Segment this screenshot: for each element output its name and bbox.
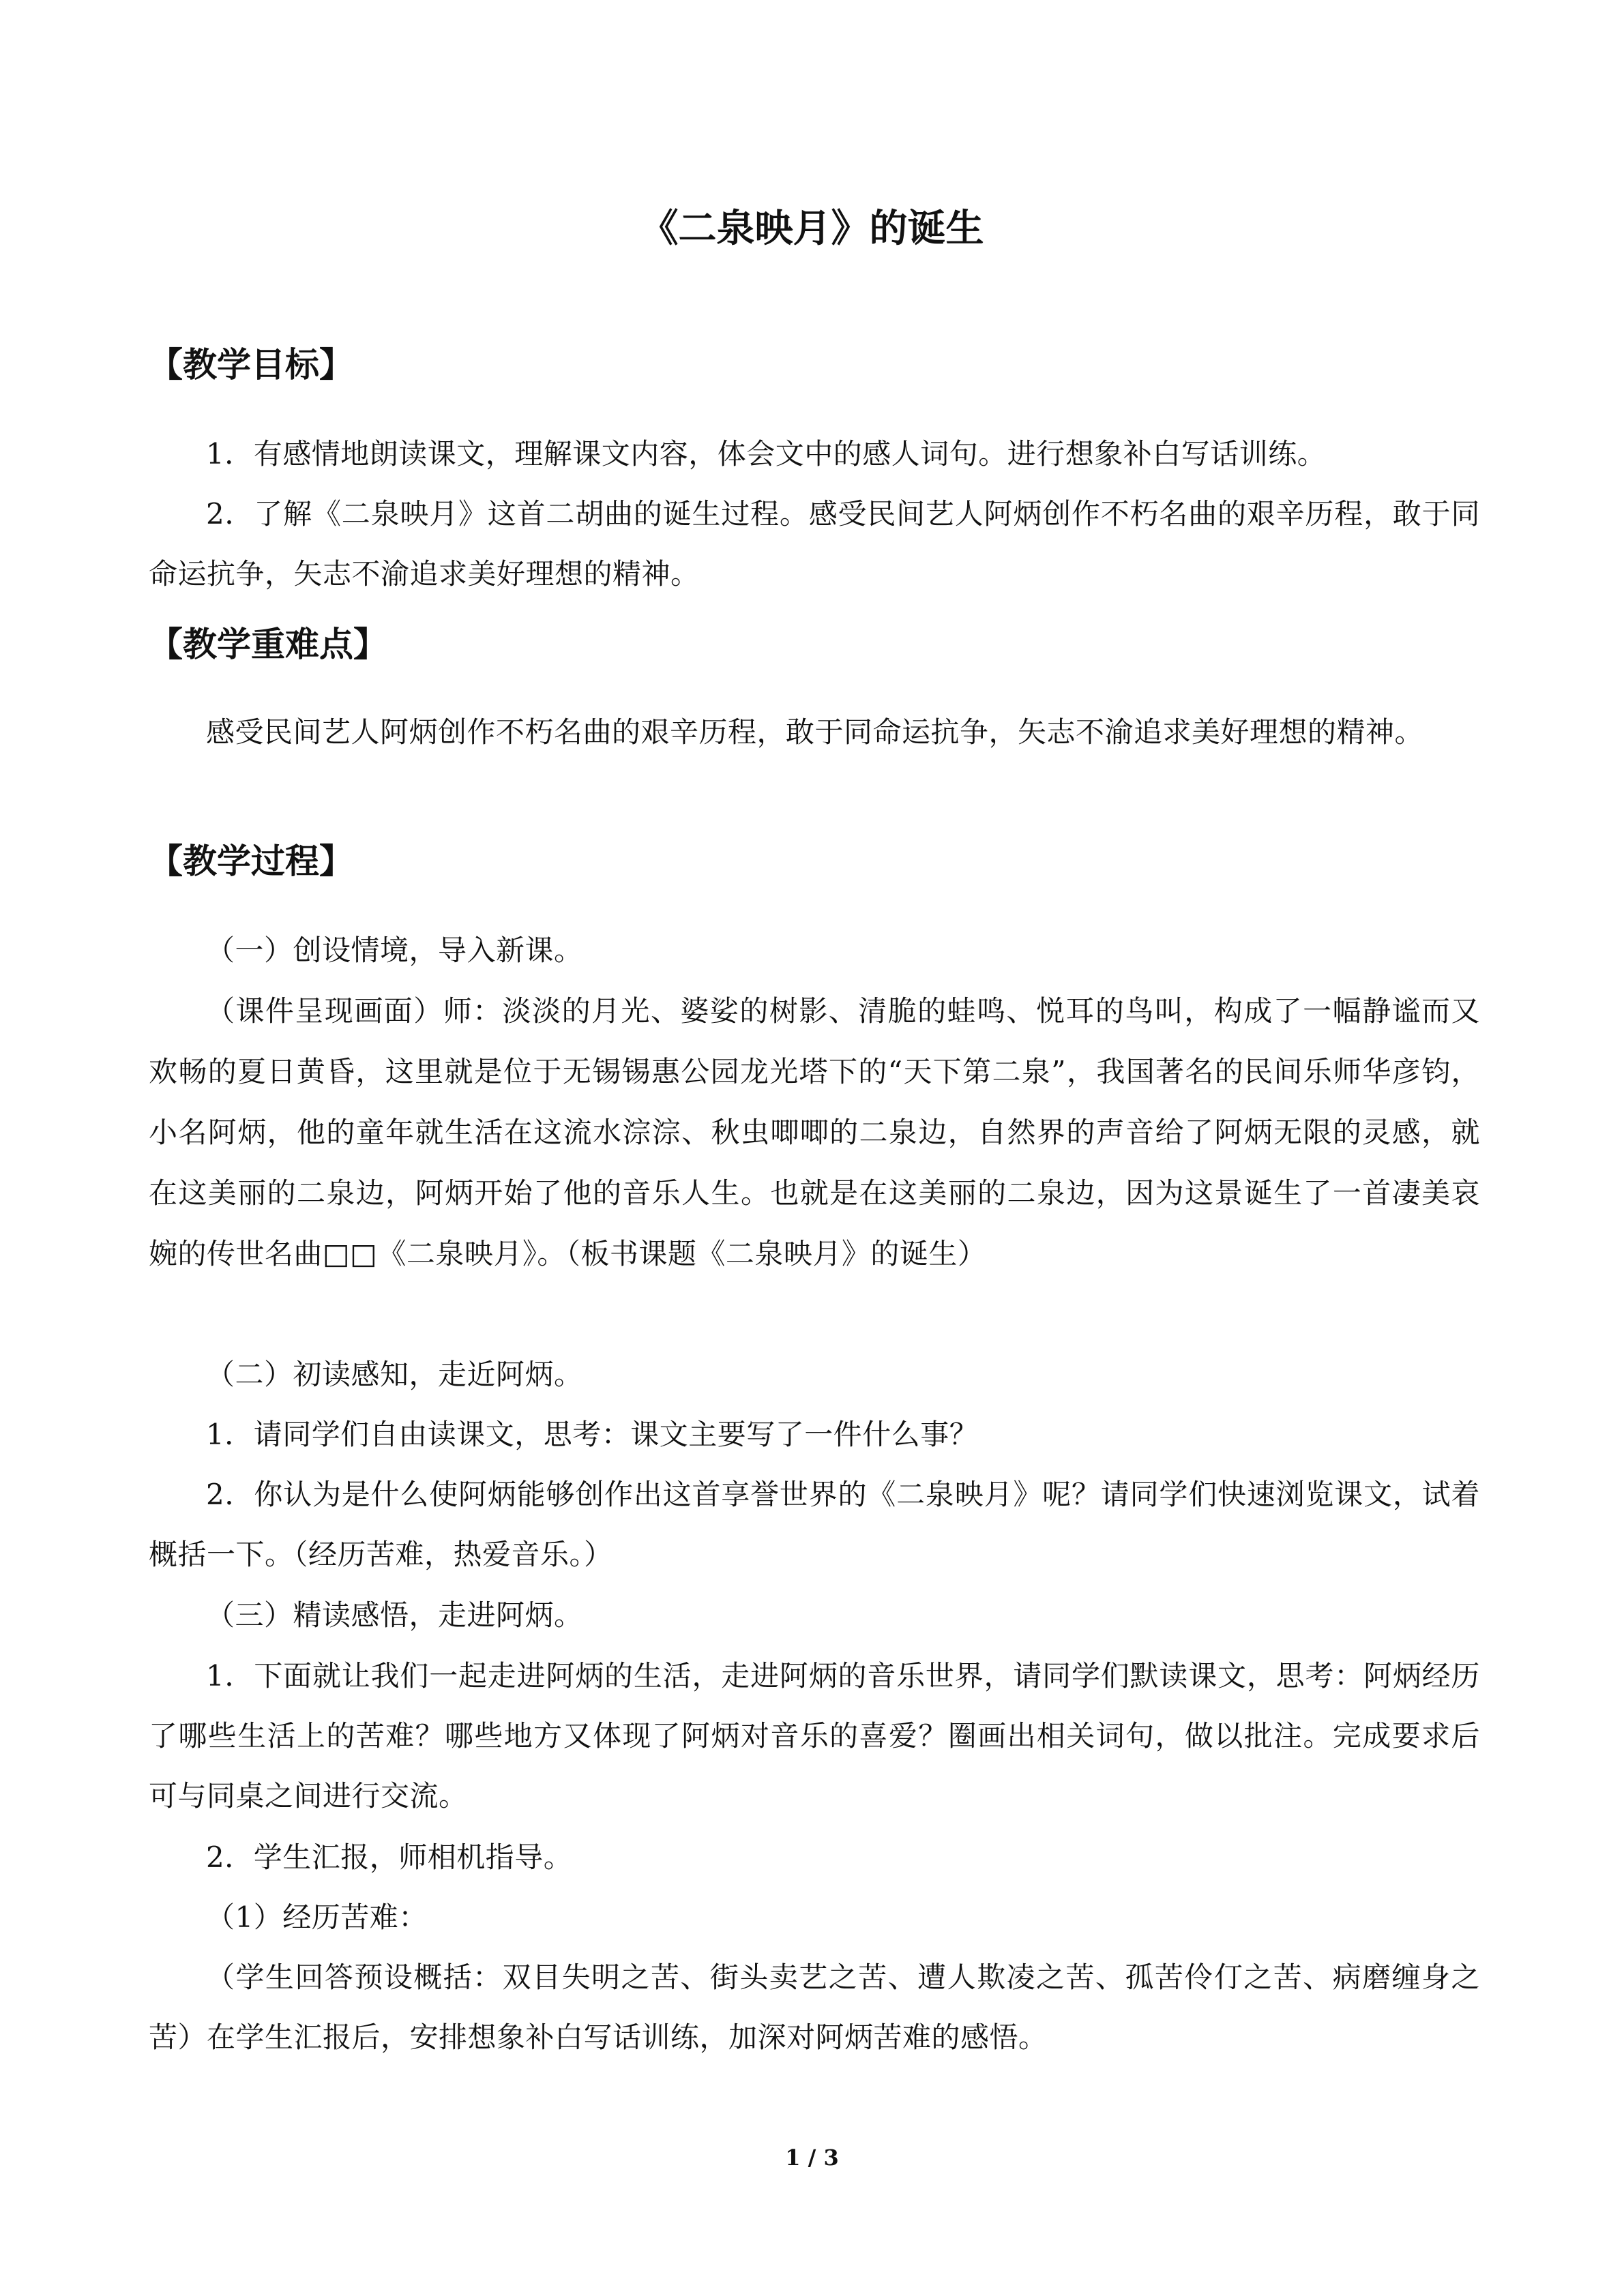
process-step-3-heading: （三）精读感悟，走进阿炳。 — [206, 1598, 583, 1632]
document-title: 《二泉映月》的诞生 — [640, 207, 984, 251]
section-heading-process: 【教学过程】 — [149, 841, 353, 881]
section-heading-objectives: 【教学目标】 — [149, 345, 353, 385]
process-step-3-item-2: 2．学生汇报，师相机指导。 — [206, 1840, 573, 1874]
process-step-2-item-2: 2．你认为是什么使阿炳能够创作出这首享誉世界的《二泉映月》呢？请同学们快速浏览课文，试着概括一下。（经历苦难，热爱音乐。） — [149, 1478, 1480, 1571]
process-step-2-heading: （二）初读感知，走近阿炳。 — [206, 1358, 583, 1391]
process-step-3-subheading-hardship: （1）经历苦难： — [206, 1900, 428, 1934]
process-intro-paragraph: （课件呈现画面）师：淡淡的月光、婆娑的树影、清脆的蛙鸣、悦耳的鸟叫，构成了一幅静谧而又欢畅的夏日黄昏，这里就是位于无锡锡惠公园龙光塔下的“天下第二泉”，我国著名的民间乐师华彦钧，小名阿炳，他的童年就生活在这流水淙淙、秋虫唧唧的二泉边，自然界的声音给了阿炳无限的灵感，就在这美丽的二泉边，阿炳开始了他的音乐人生。也就是在这美丽的二泉边，因为这景诞生了一首凄美哀婉的传世名曲□□《二泉映月》。（板书课题《二泉映月》的诞生） — [149, 994, 1480, 1270]
objective-paragraph-1: 1．有感情地朗读课文，理解课文内容，体会文中的感人词句。进行想象补白写话训练。 — [206, 437, 1327, 471]
page-number: 1 / 3 — [785, 2145, 839, 2171]
objective-paragraph-2: 2．了解《二泉映月》这首二胡曲的诞生过程。感受民间艺人阿炳创作不朽名曲的艰辛历程，敢于同命运抗争，矢志不渝追求美好理想的精神。 — [149, 497, 1480, 591]
process-step-2-item-1: 1．请同学们自由读课文，思考：课文主要写了一件什么事？ — [206, 1418, 979, 1451]
key-points-paragraph: 感受民间艺人阿炳创作不朽名曲的艰辛历程，敢于同命运抗争，矢志不渝追求美好理想的精神。 — [206, 715, 1424, 749]
section-heading-key-points: 【教学重难点】 — [149, 625, 387, 664]
process-step-3-hardship-paragraph: （学生回答预设概括：双目失明之苦、街头卖艺之苦、遭人欺凌之苦、孤苦伶仃之苦、病磨缠身之苦）在学生汇报后，安排想象补白写话训练，加深对阿炳苦难的感悟。 — [149, 1960, 1480, 2054]
process-step-1-heading: （一）创设情境，导入新课。 — [206, 934, 583, 967]
process-step-3-item-1: 1．下面就让我们一起走进阿炳的生活，走进阿炳的音乐世界，请同学们默读课文，思考：阿炳经历了哪些生活上的苦难？哪些地方又体现了阿炳对音乐的喜爱？圈画出相关词句，做以批注。完成要求后可与同桌之间进行交流。 — [149, 1659, 1480, 1813]
